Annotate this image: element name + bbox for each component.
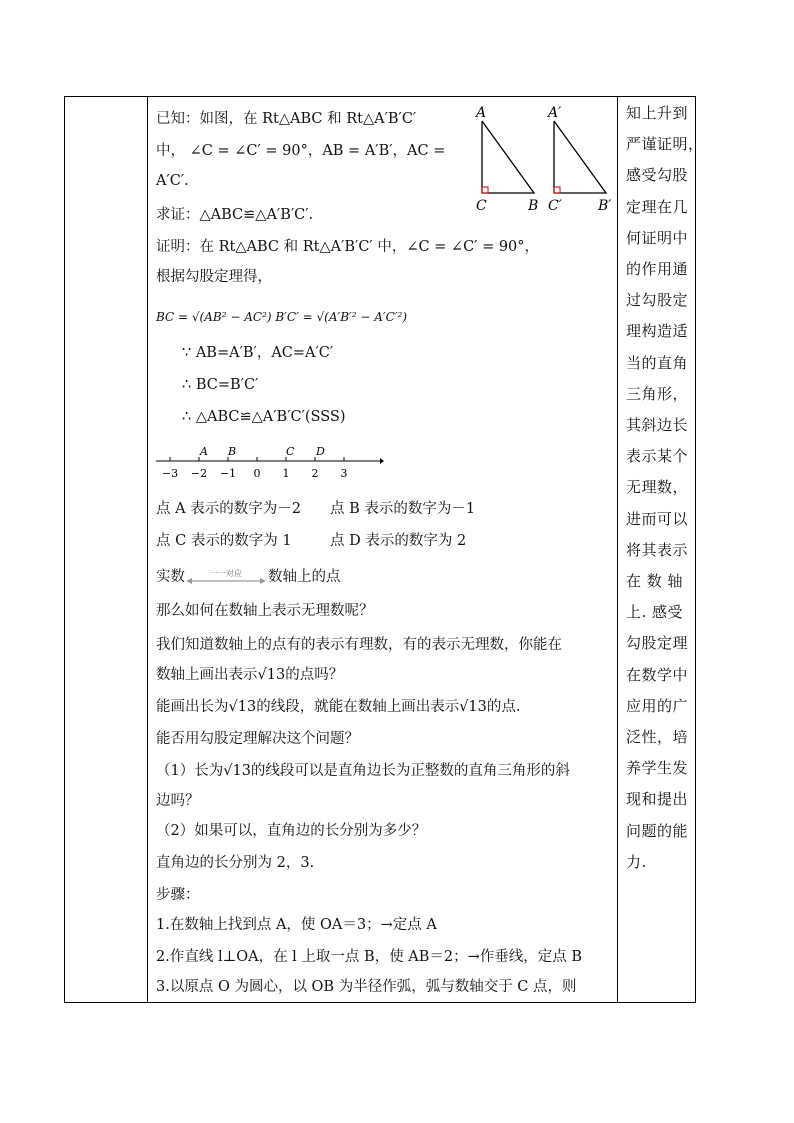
note-line: 严谨证明， bbox=[626, 135, 704, 154]
point-line-2a: 点 C 表示的数字为 1 bbox=[156, 533, 292, 549]
numline-point-a: A bbox=[200, 445, 208, 458]
note-line: 力. bbox=[626, 852, 647, 871]
question-line-4: 能画出长为√13的线段，就能在数轴上画出表示√13的点. bbox=[156, 699, 521, 715]
note-line: 知上升到 bbox=[626, 104, 689, 122]
triangle-abc bbox=[482, 121, 534, 193]
note-line: 何证明中 bbox=[626, 228, 689, 247]
because-line: ∵ AB=A′B′，AC=A′C′ bbox=[182, 345, 334, 361]
note-line: 勾股定理 bbox=[626, 634, 689, 653]
step-1: 1.在数轴上找到点 A，使 OA＝3；→定点 A bbox=[156, 917, 437, 933]
note-line: 将其表示 bbox=[626, 540, 689, 559]
arrow-label: 一一对应 bbox=[210, 569, 242, 578]
question-line-3: 数轴上画出表示√13的点吗？ bbox=[156, 667, 344, 683]
question-line-5: 能否用勾股定理解决这个问题？ bbox=[156, 731, 359, 747]
real-right-label: 数轴上的点 bbox=[268, 569, 341, 585]
note-line: 现和提出 bbox=[626, 790, 689, 809]
given-line-1: 已知：如图，在 Rt△ABC 和 Rt△A′B′C′ bbox=[156, 111, 417, 127]
proof-line-2: 根据勾股定理得， bbox=[156, 269, 272, 285]
question-line-6: （1）长为√13的线段可以是直角边长为正整数的直角三角形的斜 bbox=[156, 763, 570, 779]
label-b-prime: B′ bbox=[598, 198, 612, 213]
number-line-tick-label: 3 bbox=[340, 467, 348, 480]
note-cell bbox=[618, 97, 704, 1002]
note-line: 养学生发 bbox=[626, 759, 689, 778]
note-line: 上. 感受 bbox=[626, 603, 684, 622]
note-line: 泛性，培 bbox=[626, 728, 689, 746]
lesson-table bbox=[64, 96, 704, 1003]
number-line-tick-label: 0 bbox=[253, 467, 261, 480]
main-content-cell bbox=[148, 97, 617, 1002]
given-line-2: 中， ∠C = ∠C′ = 90°，AB = A′B′，AC = bbox=[156, 143, 446, 159]
point-line-1b: 点 B 表示的数字为－1 bbox=[330, 501, 476, 517]
label-a-prime: A′ bbox=[548, 105, 562, 121]
triangles-figure bbox=[470, 103, 616, 213]
note-line: 定理在几 bbox=[626, 197, 689, 216]
question-line-7: 边吗？ bbox=[156, 793, 200, 809]
number-line-arrow bbox=[380, 458, 384, 464]
note-line: 过勾股定 bbox=[626, 291, 689, 310]
therefore-line-2: ∴ △ABC≌△A′B′C′(SSS) bbox=[182, 409, 346, 425]
number-line-tick-label: 1 bbox=[282, 467, 290, 480]
numline-point-b: B bbox=[228, 445, 237, 458]
step-2: 2.作直线 l⊥OA，在 l 上取一点 B，使 AB＝2；→作垂线，定点 B bbox=[156, 949, 583, 965]
triangle-a-prime bbox=[554, 121, 606, 193]
note-line: 在 数 轴 bbox=[626, 572, 684, 590]
formula-line: BC = √(AB² − AC²) B′C′ = √(A′B′² − A′C′²) bbox=[156, 310, 408, 324]
label-c-prime: C′ bbox=[548, 198, 562, 213]
therefore-line-1: ∴ BC=B′C′ bbox=[182, 377, 259, 393]
note-line: 进而可以 bbox=[626, 509, 689, 528]
point-line-1a: 点 A 表示的数字为－2 bbox=[156, 501, 301, 517]
proof-line-1: 证明：在 Rt△ABC 和 Rt△A′B′C′ 中，∠C = ∠C′ = 90°， bbox=[156, 239, 540, 255]
question-line-2: 我们知道数轴上的点有的表示有理数，有的表示无理数，你能在 bbox=[156, 637, 562, 653]
note-line: 三角形， bbox=[626, 384, 689, 403]
point-line-2b: 点 D 表示的数字为 2 bbox=[330, 533, 467, 549]
number-line bbox=[154, 443, 384, 483]
note-line: 理构造适 bbox=[626, 322, 689, 341]
question-line-1: 那么如何在数轴上表示无理数呢？ bbox=[156, 603, 374, 619]
number-line-tick-label: −1 bbox=[219, 467, 237, 480]
note-line: 其斜边长 bbox=[626, 416, 689, 434]
steps-title: 步骤： bbox=[156, 887, 200, 903]
label-c: C bbox=[476, 198, 487, 213]
number-line-tick-label: −2 bbox=[190, 467, 208, 480]
note-line: 当的直角 bbox=[626, 353, 689, 372]
number-line-tick-label: −3 bbox=[161, 467, 179, 480]
number-line-tick-label: 2 bbox=[311, 467, 319, 480]
numline-point-d: D bbox=[316, 445, 325, 458]
prove-line: 求证：△ABC≌△A′B′C′. bbox=[156, 207, 314, 223]
note-line: 的作用通 bbox=[626, 260, 689, 278]
step-3: 3.以原点 O 为圆心，以 OB 为半径作弧，弧与数轴交于 C 点，则 bbox=[156, 979, 577, 995]
note-line: 问题的能 bbox=[626, 821, 689, 840]
given-line-3: A′C′. bbox=[156, 173, 189, 189]
label-a: A bbox=[476, 105, 487, 121]
real-left-label: 实数 bbox=[156, 569, 185, 585]
note-line: 感受勾股 bbox=[626, 166, 689, 185]
label-b: B bbox=[528, 198, 539, 213]
note-line: 表示某个 bbox=[626, 447, 689, 466]
note-line: 应用的广 bbox=[626, 696, 689, 715]
question-line-8: （2）如果可以，直角边的长分别为多少？ bbox=[156, 823, 427, 839]
one-to-one-arrow bbox=[186, 567, 266, 587]
note-line: 无理数， bbox=[626, 478, 689, 497]
note-line: 在数学中 bbox=[626, 665, 689, 684]
question-line-9: 直角边的长分别为 2，3. bbox=[156, 855, 315, 871]
numline-point-c: C bbox=[286, 445, 295, 458]
